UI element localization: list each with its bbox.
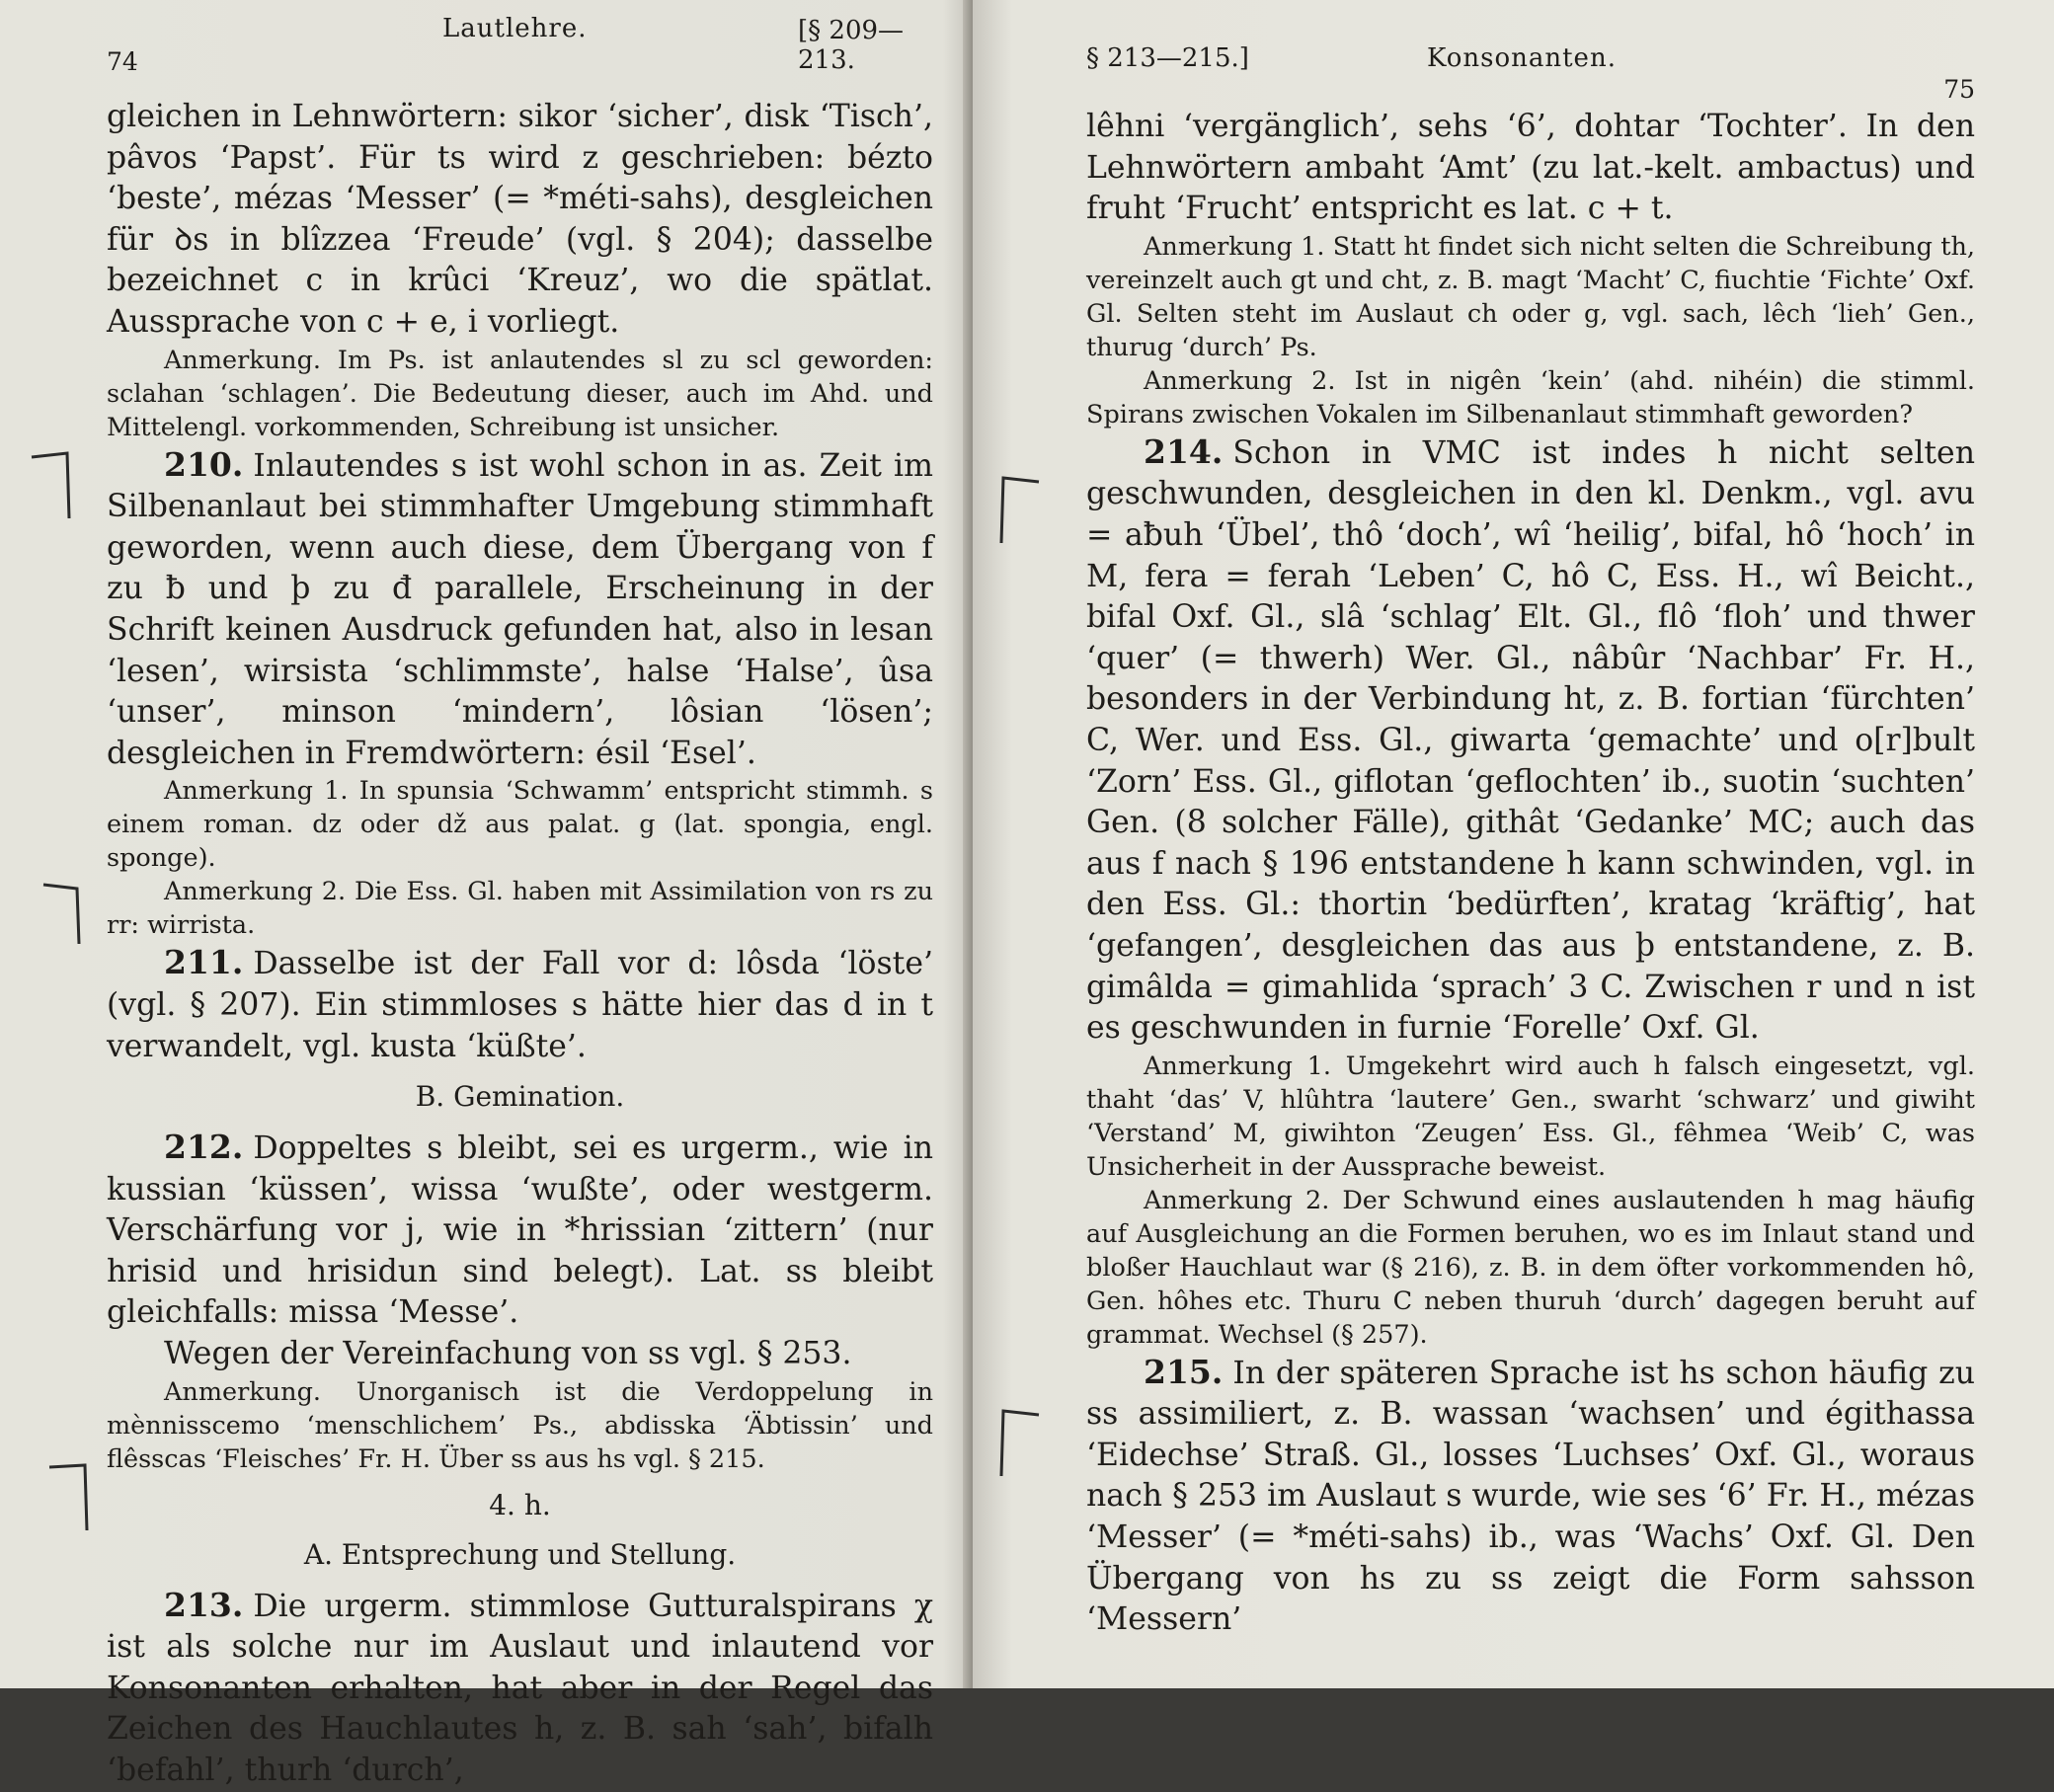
paragraph-212b: Wegen der Vereinfachung von ss vgl. § 253.: [164, 1336, 852, 1372]
note-210-1: Anmerkung 1. In spunsia ‘Schwamm’ entspricht stimmh. s einem roman. dz oder dž aus palat. g (lat. spongia, engl. sponge).: [107, 776, 933, 874]
right-page-body: [1086, 107, 1975, 1641]
note-214-2: Anmerkung 2. Der Schwund eines auslautenden h mag häufig auf Ausgleichung an die Formen beruhen, wo es im Inlaut stand und bloßer Hauchlaut war (§ 216), z. B. in dem öfter vorkommenden hô, Gen. hôhes etc. Thuru C neben thuruh ‘durch’ dagegen beruht auf grammat. Wechsel (§ 257).: [1086, 1185, 1975, 1350]
paragraph-number-213: 213.: [164, 1585, 244, 1624]
section-range: § 213—215.]: [1086, 43, 1249, 73]
note-213-1: Anmerkung 1. Statt ht findet sich nicht selten die Schreibung th, vereinzelt auch gt und cht, z. B. magt ‘Macht’ C, fiuchtie ‘Fichte’ Oxf. Gl. Selten steht im Auslaut ch oder g, vgl. sach, lêch ‘lieh’ Gen., thurug ‘durch’ Ps.: [1086, 231, 1975, 362]
page-number: 75: [1943, 75, 1975, 104]
paragraph-continuation: lêhni ‘vergänglich’, sehs ‘6’, dohtar ‘Tochter’. In den Lehnwörtern ambaht ‘Amt’ (zu lat.-kelt. ambactus) und fruht ‘Frucht’ entspricht es lat. c + t.: [1086, 109, 1975, 227]
note-212: Anmerkung. Unorganisch ist die Verdoppelung in mènnisscemo ‘menschlichem’ Ps., abdisska ‘Äbtissin’ und flêsscas ‘Fleisches’ Fr. H. Über ss aus hs vgl. § 215.: [107, 1376, 933, 1474]
paragraph-211: [107, 942, 933, 1067]
heading-h: 4. h.: [489, 1488, 551, 1521]
left-page: [0, 0, 973, 1789]
running-title: Lautlehre.: [442, 14, 588, 43]
right-page: [973, 0, 2054, 1688]
paragraph-text-213: Die urgerm. stimmlose Gutturalspirans χ ist als solche nur im Auslaut und inlautend vor Konsonanten erhalten, hat aber in der Regel das Zeichen des Hauchlautes h, z. B. sah ‘sah’, bifalh ‘befahl’, thurh ‘durch’,: [107, 1588, 933, 1789]
paragraph-212: [107, 1127, 933, 1334]
note-210-2: Anmerkung 2. Die Ess. Gl. haben mit Assimilation von rs zu rr: wirrista.: [107, 877, 933, 941]
paragraph-210: [107, 444, 933, 775]
paragraph-number-212: 212.: [164, 1128, 244, 1167]
paragraph-215: [1086, 1352, 1975, 1641]
right-mark-214: [997, 474, 1043, 545]
left-mark-211: [40, 879, 85, 950]
paragraph-213: [107, 1585, 933, 1792]
paragraph-number-214: 214.: [1144, 431, 1224, 471]
paragraph-text-215: In der späteren Sprache ist hs schon häufig zu ss assimiliert, z. B. wassan ‘wachsen’ und égithassa ‘Eidechse’ Straß. Gl., losses ‘Luchses’ Oxf. Gl., woraus nach § 253 im Auslaut s wurde, wie ses ‘6’ Fr. H., mézas ‘Messer’ (= *méti-sahs) ib., was ‘Wachs’ Oxf. Gl. Den Übergang von hs zu ss zeigt die Form sahsson ‘Messern’: [1086, 1355, 1975, 1638]
section-range: [§ 209—213.: [798, 16, 905, 75]
paragraph-number-210: 210.: [164, 444, 244, 484]
paragraph-214: [1086, 431, 1975, 1050]
heading-entsprechung: A. Entsprechung und Stellung.: [303, 1537, 737, 1571]
running-title: Konsonanten.: [1427, 43, 1617, 73]
paragraph-text-210: Inlautendes s ist wohl schon in as. Zeit im Silbenanlaut bei stimmhafter Umgebung stimmhaft geworden, wenn auch diese, dem Übergang von f zu ƀ und þ zu đ parallele, Erscheinung in der Schrift keinen Ausdruck gefunden hat, also in lesan ‘lesen’, wirsista ‘schlimmste’, halse ‘Halse’, ûsa ‘unser’, minson ‘mindern’, lôsian ‘lösen’; desgleichen in Fremdwörtern: ésil ‘Esel’.: [107, 447, 933, 771]
paragraph-number-211: 211.: [164, 943, 244, 982]
heading-gemination: B. Gemination.: [415, 1080, 625, 1114]
paragraph-continuation: gleichen in Lehnwörtern: sikor ‘sicher’, disk ‘Tisch’, pâvos ‘Papst’. Für ts wird z geschrieben: bézto ‘beste’, mézas ‘Messer’ (= *méti-sahs), desgleichen für ꝺs in blîzzea ‘Freude’ (vgl. § 204); dasselbe bezeichnet c in krûci ‘Kreuz’, wo die spätlat. Aussprache von c + e, i vorliegt.: [107, 99, 933, 340]
note-214-1: Anmerkung 1. Umgekehrt wird auch h falsch eingesetzt, vgl. thaht ‘das’ V, hlûhtra ‘lautere’ Gen., swarht ‘schwarz’ und giwiht ‘Verstand’ M, giwihton ‘Zeugen’ Ess. Gl., fêhmea ‘Weib’ C, was Unsicherheit in der Aussprache beweist.: [1086, 1051, 1975, 1182]
right-page-header: [1086, 8, 1975, 104]
paragraph-text-211: Dasselbe ist der Fall vor d: lôsda ‘löste’ (vgl. § 207). Ein stimmloses s hätte hier das d in t verwandelt, vgl. kusta ‘küßte’.: [107, 946, 933, 1064]
left-mark-213: [45, 1461, 91, 1532]
paragraph-text-212: Doppeltes s bleibt, sei es urgerm., wie in kussian ‘küssen’, wissa ‘wußte’, oder westgerm. Verschärfung vor j, wie in *hrissian ‘zittern’ (nur hrisid und hrisidun sind belegt). Lat. ss bleibt gleichfalls: missa ‘Messe’.: [107, 1130, 933, 1331]
right-mark-215: [997, 1407, 1043, 1478]
page-number: 74: [107, 47, 138, 76]
left-mark-210: [28, 449, 73, 520]
left-page-body: [107, 97, 933, 1792]
note-209: Anmerkung. Im Ps. ist anlautendes sl zu scl geworden: sclahan ‘schlagen’. Die Bedeutung dieser, auch im Ahd. und Mittelengl. vorkommenden, Schreibung ist unsicher.: [107, 345, 933, 442]
paragraph-number-215: 215.: [1144, 1352, 1224, 1391]
left-page-header: [107, 8, 933, 97]
note-213-2: Anmerkung 2. Ist in nigên ‘kein’ (ahd. nihéin) die stimml. Spirans zwischen Vokalen im Silbenanlaut stimmhaft geworden?: [1086, 365, 1975, 429]
paragraph-text-214: Schon in VMC ist indes h nicht selten geschwunden, desgleichen in den kl. Denkm., vgl. avu = aƀuh ‘Übel’, thô ‘doch’, wî ‘heilig’, bifal, hô ‘hoch’ in M, fera = ferah ‘Leben’ C, hô C, Ess. H., wî Beicht., bifal Oxf. Gl., slâ ‘schlag’ Elt. Gl., flô ‘floh’ und thwer ‘quer’ (= thwerh) Wer. Gl., nâbûr ‘Nachbar’ Fr. H., besonders in der Verbindung ht, z. B. fortian ‘fürchten’ C, Wer. und Ess. Gl., giwarta ‘gemachte’ und o[r]bult ‘Zorn’ Ess. Gl., giflotan ‘geflochten’ ib., suotin ‘suchten’ Gen. (8 solcher Fälle), githât ‘Gedanke’ MC; auch das aus f nach § 196 entstandene h kann schwinden, vgl. in den Ess. Gl.: thortin ‘bedürften’, kratag ‘kräftig’, hat ‘gefangen’, desgleichen das aus þ entstandene, z. B. gimâlda = gimahlida ‘sprach’ 3 C. Zwischen r und n ist es geschwunden in furnie ‘Forelle’ Oxf. Gl.: [1086, 434, 1975, 1047]
